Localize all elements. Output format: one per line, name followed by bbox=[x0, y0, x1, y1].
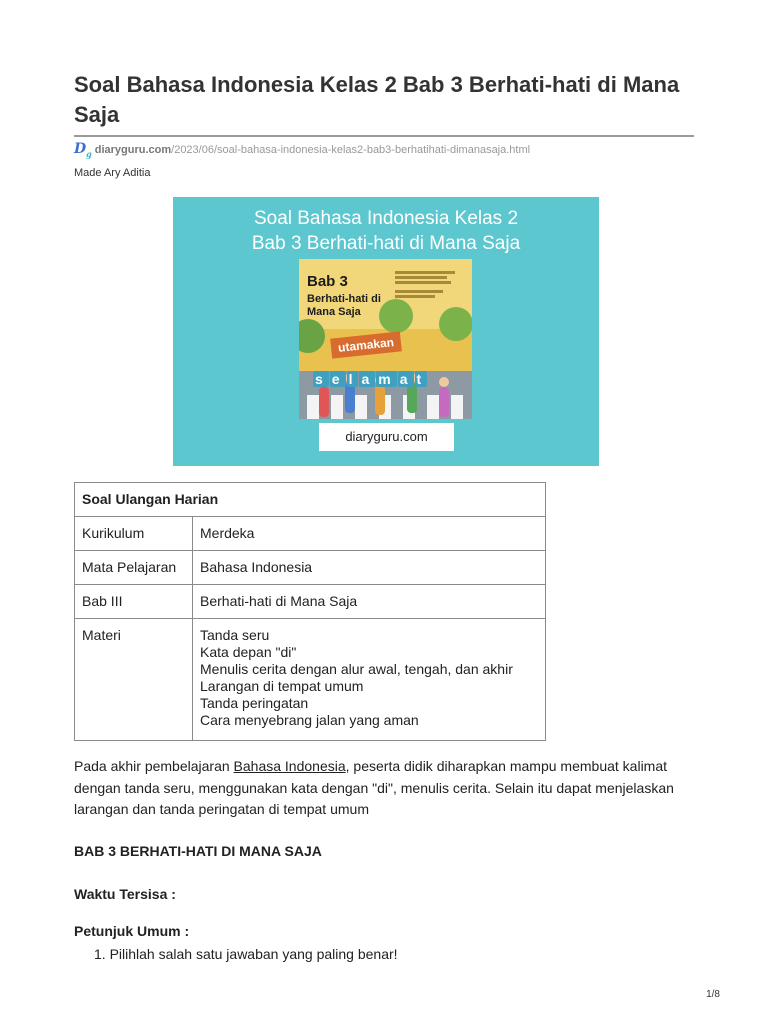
materi-item: Tanda seru bbox=[200, 627, 270, 643]
table-row-materi bbox=[75, 619, 546, 741]
crosswalk-stripe bbox=[427, 395, 439, 419]
materi-item: Larangan di tempat umum bbox=[200, 678, 364, 694]
table-row bbox=[75, 585, 546, 619]
child-illustration bbox=[319, 387, 329, 417]
info-table bbox=[74, 482, 546, 741]
table-key: Materi bbox=[75, 619, 193, 741]
child-illustration bbox=[439, 377, 449, 387]
materi-list bbox=[193, 619, 546, 741]
table-header: Soal Ulangan Harian bbox=[75, 483, 546, 517]
bahasa-indonesia-link[interactable]: Bahasa Indonesia bbox=[233, 758, 346, 774]
table-header-row bbox=[75, 483, 546, 517]
materi-item: Kata depan "di" bbox=[200, 644, 297, 660]
page-number: 1/8 bbox=[706, 989, 720, 1000]
book-bab-label: Bab 3 bbox=[307, 273, 348, 290]
table-key: Mata Pelajaran bbox=[75, 551, 193, 585]
source-domain[interactable]: diaryguru.com bbox=[94, 143, 172, 156]
cover-site-label: diaryguru.com bbox=[319, 423, 454, 451]
intro-paragraph: Pada akhir pembelajaran Bahasa Indonesia, peserta didik diharapkan mampu membuat kalimat dengan tanda seru, menggunakan kata dengan "di", menulis cerita. Selain itu dapat menjelaskan larangan dan tanda peringatan di tempat umum bbox=[74, 758, 674, 817]
table-row bbox=[75, 551, 546, 585]
table-value: Bahasa Indonesia bbox=[193, 551, 546, 585]
source-line[interactable] bbox=[74, 141, 530, 159]
cover-title-line2: Bab 3 Berhati-hati di Mana Saja bbox=[251, 233, 521, 254]
cover-image bbox=[173, 197, 599, 466]
materi-item: Tanda peringatan bbox=[200, 695, 309, 711]
crosswalk-stripe bbox=[451, 395, 463, 419]
table-key: Bab III bbox=[75, 585, 193, 619]
child-illustration bbox=[345, 383, 355, 413]
instruction-item: 1. Pilihlah salah satu jawaban yang paling benar! bbox=[94, 946, 398, 962]
tree-illustration bbox=[439, 307, 472, 341]
crosswalk-stripe bbox=[355, 395, 367, 419]
table-key: Kurikulum bbox=[75, 517, 193, 551]
section-heading: BAB 3 BERHATI-HATI DI MANA SAJA bbox=[74, 843, 322, 859]
table-value: Berhati-hati di Mana Saja bbox=[193, 585, 546, 619]
diaryguru-logo-icon: $D_g$ bbox=[74, 141, 92, 159]
source-path[interactable]: /2023/06/soal-bahasa-indonesia-kelas2-bab3-berhatihati-dimanasaja.html bbox=[171, 143, 531, 156]
author-name: Made Ary Aditia bbox=[74, 167, 151, 179]
crosswalk-stripe bbox=[307, 395, 319, 419]
child-illustration bbox=[439, 387, 449, 417]
materi-item: Menulis cerita dengan alur awal, tengah, dan akhir bbox=[200, 661, 513, 677]
materi-item: Cara menyebrang jalan yang aman bbox=[200, 712, 419, 728]
page-title: Soal Bahasa Indonesia Kelas 2 Bab 3 Berhati-hati di Mana Saja bbox=[74, 72, 680, 127]
table-row bbox=[75, 517, 546, 551]
book-subtitle: Berhati-hati di Mana Saja bbox=[307, 293, 381, 318]
banner-selamat: s e l a m a t bbox=[315, 371, 426, 387]
book-cover bbox=[299, 259, 472, 419]
cover-title-line1: Soal Bahasa Indonesia Kelas 2 bbox=[253, 208, 519, 229]
instruction-list bbox=[94, 946, 398, 962]
petunjuk-umum-label: Petunjuk Umum : bbox=[74, 923, 190, 939]
title-divider bbox=[74, 135, 694, 137]
table-value: Merdeka bbox=[193, 517, 546, 551]
child-illustration bbox=[407, 383, 417, 413]
banner-utamakan: utamakan bbox=[330, 331, 402, 358]
crosswalk-stripe bbox=[331, 395, 343, 419]
waktu-tersisa-label: Waktu Tersisa : bbox=[74, 886, 176, 902]
book-publisher-info bbox=[395, 269, 465, 300]
child-illustration bbox=[375, 385, 385, 415]
